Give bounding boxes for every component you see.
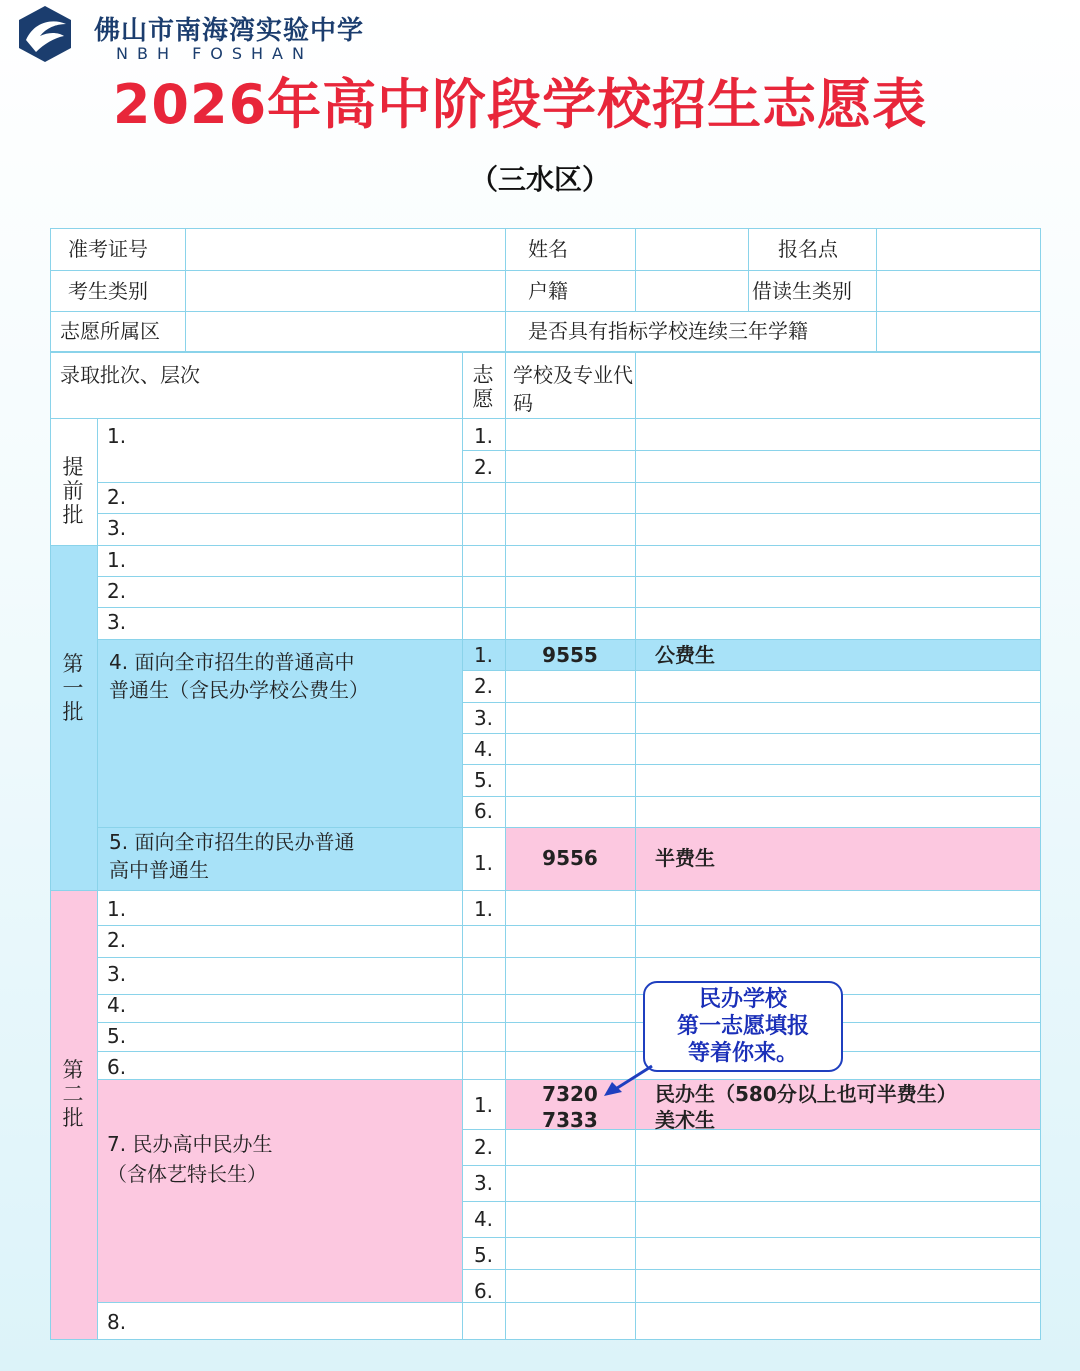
label-household: 户籍: [528, 279, 568, 303]
second-row-1: 1.: [107, 897, 127, 921]
header-school-code: 学校及专业代码: [513, 363, 633, 415]
item8-label: 8.: [107, 1310, 127, 1334]
item5-note: 半费生: [655, 846, 715, 870]
item4-label-line1: 4. 面向全市招生的普通高中: [109, 650, 355, 674]
item7-note-1: 民办生（580分以上也可半费生）: [655, 1082, 957, 1106]
item7-choice-1: 1.: [473, 1093, 494, 1117]
label-name: 姓名: [528, 237, 568, 261]
item4-label-line2: 普通生（含民办学校公费生）: [109, 678, 369, 702]
grid-line: [97, 925, 1041, 926]
label-exam-id: 准考证号: [68, 237, 148, 261]
header-choice: 志 愿: [472, 363, 494, 411]
early-choice-1: 1.: [473, 424, 494, 448]
private-school-callout: [643, 981, 843, 1072]
item5-code: 9556: [542, 846, 598, 870]
item7-fill: [97, 1079, 462, 1302]
label-category: 考生类别: [68, 279, 148, 303]
school-name-en: NBH FOSHAN: [116, 44, 313, 63]
grid-line: [462, 1269, 1041, 1270]
item7-choice-4: 4.: [473, 1207, 494, 1231]
grid-line: [97, 994, 1041, 995]
grid-line: [50, 890, 1041, 891]
grid-line: [635, 228, 636, 311]
grid-line: [462, 1201, 1041, 1202]
item7-choice-2: 2.: [473, 1135, 494, 1159]
grid-line: [50, 545, 1041, 546]
callout-arrow-icon: [600, 1062, 660, 1098]
second-row-5: 5.: [107, 1024, 127, 1048]
early-row-1: 1.: [107, 424, 127, 448]
grid-line: [50, 1339, 1041, 1340]
second-choice-1: 1.: [473, 897, 494, 921]
grid-line: [1040, 228, 1041, 1340]
page-title: 2026年高中阶段学校招生志愿表: [112, 73, 928, 136]
page-subtitle: （三水区）: [469, 163, 610, 196]
callout-line-3: 等着你来。: [687, 1041, 798, 1066]
item7-label-line1: 7. 民办高中民办生: [107, 1132, 273, 1156]
item4-code: 9555: [542, 643, 598, 667]
early-batch-label: 提 前 批: [62, 455, 84, 527]
item4-choice-6: 6.: [473, 799, 494, 823]
callout-line-2: 第一志愿填报: [676, 1014, 809, 1039]
school-name-cn: 佛山市南海湾实验中学: [94, 16, 365, 46]
grid-line: [462, 1237, 1041, 1238]
grid-line: [97, 1051, 1041, 1052]
label-district: 志愿所属区: [60, 319, 160, 343]
grid-line: [462, 1165, 1041, 1166]
item4-choice-4: 4.: [473, 737, 494, 761]
grid-line: [97, 482, 1041, 483]
first-row-3: 3.: [107, 610, 127, 634]
second-row-3: 3.: [107, 962, 127, 986]
grid-line: [185, 228, 186, 351]
item7-choice-3: 3.: [473, 1171, 494, 1195]
grid-line: [462, 764, 1041, 765]
grid-line: [876, 228, 877, 351]
grid-line: [97, 639, 1041, 640]
grid-line: [50, 228, 1041, 229]
item5-label-line1: 5. 面向全市招生的民办普通: [109, 830, 355, 854]
item4-choice-5: 5.: [473, 768, 494, 792]
item7-choice-5: 5.: [473, 1243, 494, 1267]
label-index-school: 是否具有指标学校连续三年学籍: [528, 319, 808, 343]
grid-line: [462, 733, 1041, 734]
label-register-site: 报名点: [778, 237, 838, 261]
grid-line: [462, 670, 1041, 671]
first-batch-label: 第 一 批: [62, 652, 84, 724]
item7-choice-6: 6.: [473, 1279, 494, 1303]
second-row-6: 6.: [107, 1055, 127, 1079]
item4-choice-2: 2.: [473, 674, 494, 698]
first-row-1: 1.: [107, 548, 127, 572]
grid-line: [97, 1302, 1041, 1303]
early-row-2: 2.: [107, 485, 127, 509]
item4-note: 公费生: [655, 643, 715, 667]
item4-choice-1: 1.: [473, 643, 494, 667]
grid-line: [635, 351, 636, 1340]
grid-line: [462, 450, 1041, 451]
second-batch-label: 第 二 批: [62, 1058, 84, 1130]
item5-choice-1: 1.: [473, 851, 494, 875]
item7-code-1: 7320: [542, 1082, 598, 1106]
grid-line: [97, 607, 1041, 608]
grid-line: [97, 1022, 1041, 1023]
item7-code-2: 7333: [542, 1108, 598, 1132]
item5-label-line2: 高中普通生: [109, 858, 209, 882]
second-row-4: 4.: [107, 993, 127, 1017]
grid-line: [50, 351, 1041, 353]
grid-line: [50, 270, 1041, 271]
early-choice-2: 2.: [473, 455, 494, 479]
grid-line: [97, 957, 1041, 958]
grid-line: [97, 513, 1041, 514]
first-row-2: 2.: [107, 579, 127, 603]
item7-note-2: 美术生: [655, 1108, 715, 1132]
item7-label-line2: （含体艺特长生）: [107, 1162, 267, 1186]
callout-line-1: 民办学校: [698, 987, 787, 1012]
item4-choice-3: 3.: [473, 706, 494, 730]
grid-line: [462, 702, 1041, 703]
grid-line: [50, 418, 1041, 419]
grid-line: [97, 576, 1041, 577]
grid-line: [50, 228, 51, 1340]
grid-line: [462, 796, 1041, 797]
second-row-2: 2.: [107, 928, 127, 952]
early-row-3: 3.: [107, 516, 127, 540]
header-batch-level: 录取批次、层次: [60, 363, 200, 387]
grid-line: [50, 311, 1041, 312]
label-borrow-type: 借读生类别: [752, 279, 852, 303]
